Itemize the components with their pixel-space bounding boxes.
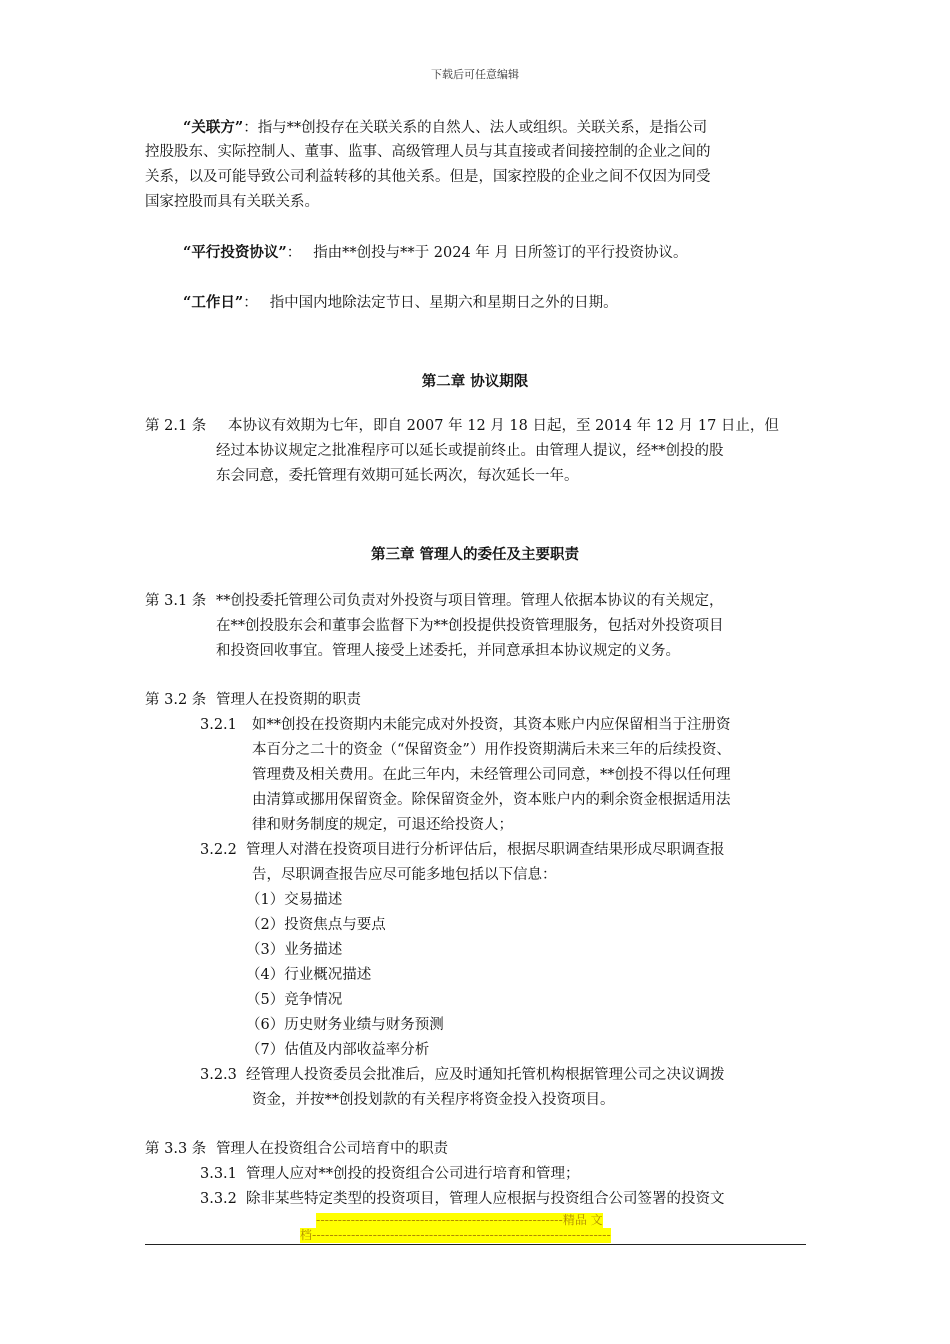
article-number: 第 3.1 条	[145, 593, 207, 609]
footer-watermark-line: ---------------------------------------------------------精品 文	[316, 1213, 603, 1227]
list-item: （6）历史财务业绩与财务预测	[246, 1017, 444, 1033]
page-header: 下载后可任意编辑	[431, 68, 519, 81]
article-number: 第 3.2 条	[145, 692, 207, 708]
list-item: （4）行业概况描述	[246, 967, 372, 983]
list-item: （2）投资焦点与要点	[246, 917, 386, 933]
list-item: （3）业务描述	[246, 942, 343, 958]
clause-line: 由清算或挪用保留资金。除保留资金外，资本账户内的剩余资金根据适用法	[252, 792, 731, 808]
clause-number: 3.3.2	[200, 1191, 237, 1207]
definition-parallel-investment	[183, 240, 688, 267]
clause-number: 3.2.2	[200, 842, 237, 858]
footer-divider	[145, 1244, 806, 1245]
clause-line: 告，尽职调查报告应尽可能多地包括以下信息：	[252, 867, 557, 883]
article-line: **创投委托管理公司负责对外投资与项目管理。管理人依据本协议的有关规定，	[216, 593, 724, 609]
definition-working-day	[183, 290, 618, 317]
definition-line: 国家控股而具有关联关系。	[145, 194, 319, 210]
clause-line: 资金，并按**创投划款的有关程序将资金投入投资项目。	[252, 1092, 615, 1108]
clause-number: 3.2.3	[200, 1067, 237, 1083]
clause-line: 管理人应对**创投的投资组合公司进行培育和管理；	[246, 1166, 580, 1182]
article-line: 东会同意，委托管理有效期可延长两次，每次延长一年。	[216, 468, 579, 484]
chapter-title: 第二章 协议期限	[421, 373, 529, 390]
definition-separator: ：	[286, 245, 302, 261]
article-line: 经过本协议规定之批准程序可以延长或提前终止。由管理人提议，经**创投的股	[216, 443, 724, 459]
article-line: 在**创投股东会和董事会监督下为**创投提供投资管理服务，包括对外投资项目	[216, 618, 724, 634]
list-item: （5）竞争情况	[246, 992, 343, 1008]
definition-related-party	[183, 115, 707, 142]
article-number: 第 2.1 条	[145, 418, 207, 434]
footer-watermark-line: 档---------------------------------------------------------------------	[300, 1228, 611, 1242]
clause-line: 律和财务制度的规定，可退还给投资人；	[252, 817, 513, 833]
definition-separator: ：	[243, 295, 258, 311]
definition-term: “平行投资协议”	[183, 244, 287, 261]
chapter-title: 第三章 管理人的委任及主要职责	[370, 546, 580, 563]
clause-line: 管理费及相关费用。在此三年内，未经管理公司同意，**创投不得以任何理	[252, 767, 731, 783]
clause-line: 如**创投在投资期内未能完成对外投资，其资本账户内应保留相当于注册资	[252, 717, 731, 733]
clause-line: 经管理人投资委员会批准后，应及时通知托管机构根据管理公司之决议调拨	[246, 1067, 725, 1083]
article-number: 第 3.3 条	[145, 1141, 207, 1157]
article-line: 本协议有效期为七年，即自 2007 年 12 月 18 日起，至 2014 年 12 月 17 日止，但	[228, 418, 779, 434]
definition-term: “工作日”	[183, 294, 244, 311]
clause-line: 除非某些特定类型的投资项目，管理人应根据与投资组合公司签署的投资文	[246, 1191, 725, 1207]
definition-term: “关联方”	[183, 119, 244, 136]
clause-number: 3.2.1	[200, 717, 237, 733]
article-title: 管理人在投资期的职责	[216, 692, 361, 708]
list-item: （1）交易描述	[246, 892, 343, 908]
article-line: 和投资回收事宜。管理人接受上述委托，并同意承担本协议规定的义务。	[216, 643, 680, 659]
definition-text: 指中国内地除法定节日、星期六和星期日之外的日期。	[269, 295, 618, 311]
definition-line: 关系，以及可能导致公司利益转移的其他关系。但是，国家控股的企业之间不仅因为同受	[145, 169, 711, 185]
list-item: （7）估值及内部收益率分析	[246, 1042, 430, 1058]
article-title: 管理人在投资组合公司培育中的职责	[216, 1141, 448, 1157]
definition-line: 控股股东、实际控制人、董事、监事、高级管理人员与其直接或者间接控制的企业之间的	[145, 144, 711, 160]
clause-line: 管理人对潜在投资项目进行分析评估后，根据尽职调查结果形成尽职调查报	[246, 842, 725, 858]
definition-line: 指与**创投存在关联关系的自然人、法人或组织。关联关系，是指公司	[257, 120, 708, 136]
definition-text: 指由**创投与**于 2024 年 月 日所签订的平行投资协议。	[313, 245, 688, 261]
clause-line: 本百分之二十的资金（“保留资金”）用作投资期满后未来三年的后续投资、	[252, 742, 731, 758]
clause-number: 3.3.1	[200, 1166, 237, 1182]
definition-separator: ：	[243, 120, 258, 136]
